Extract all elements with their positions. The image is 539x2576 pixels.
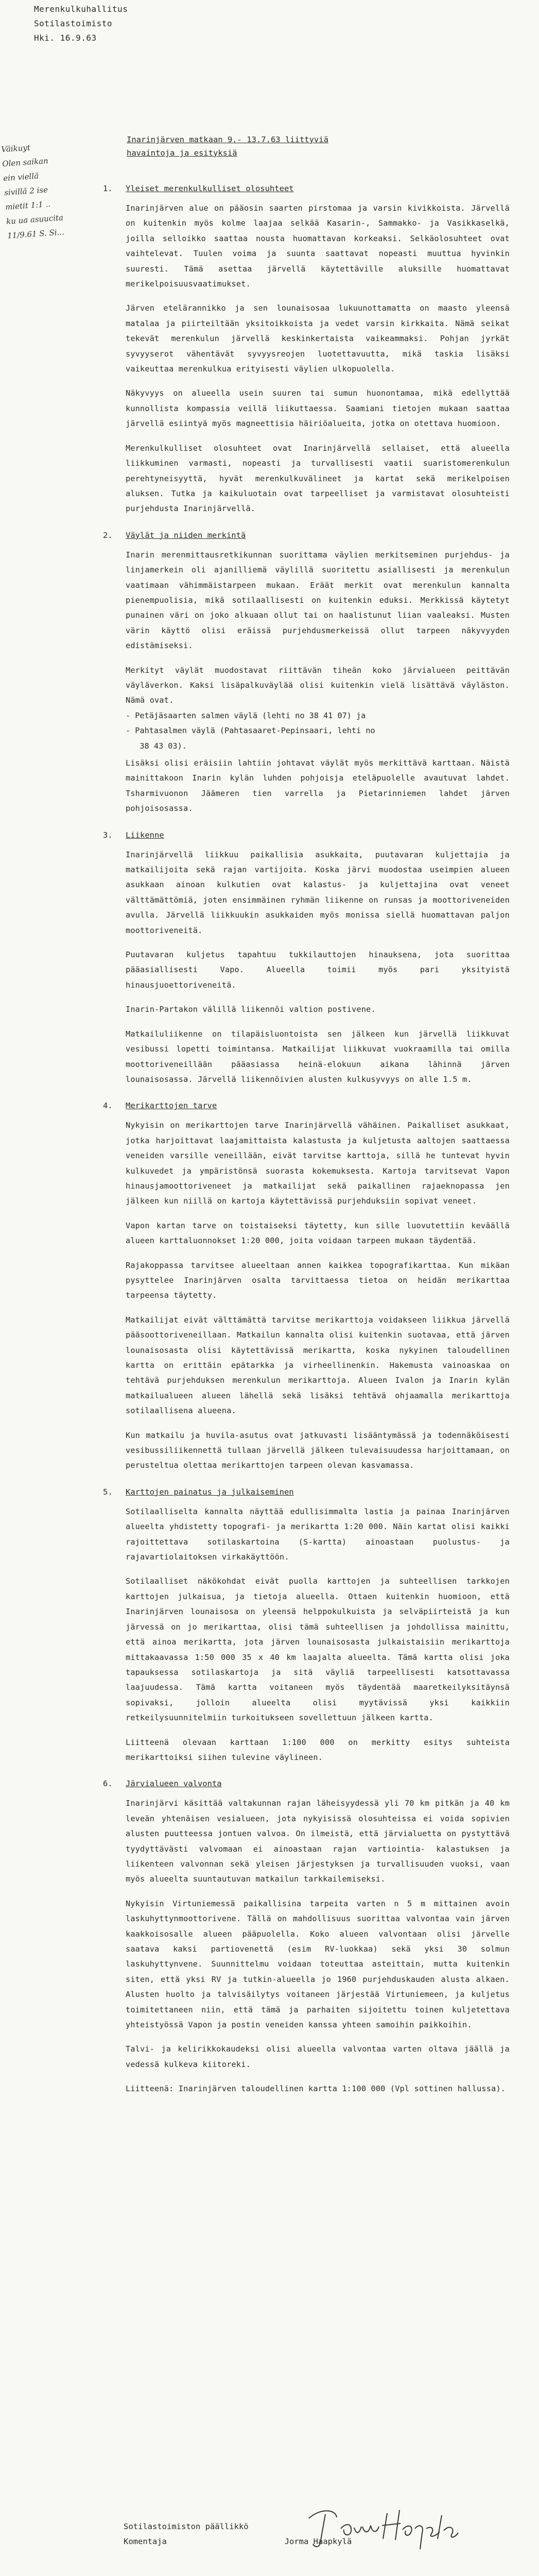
section-title: Järvialueen valvonta	[126, 1779, 222, 1789]
paragraph: Järven etelärannikko ja sen lounaisosaa lukuunottamatta on maasto yleensä matalaa ja piirteiltään yksitoikkoista ja vedet varsin kirkkaita. Nämä seikat tekevät merenkulun järvellä keskinkertaista vaikeammaksi. Pohjan jyrkät syvyyserot vähentävät syvyysreojen luotettavuutta, mikä taskia lisäksi vaikeuttaa merenkulkua erityisesti väylien ulkopuolella.	[126, 303, 510, 374]
section-heading	[103, 181, 510, 196]
section	[103, 828, 510, 1088]
paragraph: Merenkulkulliset olosuhteet ovat Inarinjärvellä sellaiset, että alueella liikkuminen varmasti, nopeasti ja turvallisesti vaatii suaristomerenkulun perehtyneisyyttä, hyvät merenkulkuvälineet ja kartat sekä merikelpoisen aluksen. Tutka ja kaikuluotain ovat tarpeelliset ja varmistavat olosuhteisti purjehdusta Inarinjärvellä.	[126, 443, 510, 514]
signature-role: Sotilastoimiston päällikkö	[124, 2522, 249, 2531]
paragraph: Lisäksi olisi eräisiin lahtiin johtavat väylät myös merkittävä karttaan. Näistä mainittakoon Inarin kylän luhden pohjoisja eteläpuolelle avautuvat lahdet. Tsharmivuonon Jäämeren tien varrella ja Pietarinniemen lahdet järven pohjoisosassa.	[126, 758, 510, 814]
paragraph: Sotilaalliset näkökohdat eivät puolla karttojen ja suhteellisen tarkkojen karttojen julkaisua, ja tietoja alueella. Ottaen kuitenkin huomioon, että Inarinjärven lounaisosa on yleensä helppokulkuista ja selväpiirteistä ja kun järvessä on jo merikarttaa, olisi tämä suhteellisen ja johdollissa mainittu, että ainoa merikartta, jota järven lounaisosasta julkaistaisiin merikarttoja mittakaavassa 1:50 000 35 x 40 km laajalta alueelta. Tämä kartta olisi joka tapauksessa sotilaskartoja ja sitä väyliä tarpeellisesti katsottavassa laajuudessa. Tämä kartta voitaneen myös täydentää maaretkeilyksitäynsä sopivaksi, jolloin alueelta olisi myytävissä yksi kaikkiin retkeilysuunnitelmiin turkoitukseen sovellettuun jälkeen kartta.	[126, 1577, 510, 1723]
section-heading	[103, 528, 510, 543]
section-number: 5.	[103, 1487, 113, 1497]
section-title: Väylät ja niiden merkintä	[126, 530, 246, 540]
paragraph: Matkailuliikenne on tilapäisluontoista sen jälkeen kun järvellä liikkuvat vesibussi lopetti toimintansa. Matkailijat liikkuvat vuokraamilla tai omilla moottoriveneillään pääasiassa heinä-elokuun aikana lähinnä järven lounaisosassa. Järvellä liikennöivien alusten kulkusyvyys on alle 1.5 m.	[126, 1029, 510, 1084]
section-title: Karttojen painatus ja julkaiseminen	[126, 1487, 294, 1497]
paragraph: Sotilaalliselta kannalta näyttää edullisimmalta lastia ja painaa Inarinjärven alueelta yhdistetty topografi- ja merikartta 1:20 000. Näin kartat olisi kaikki rajoittettava sotilaskartoina (S-kartta) ainoastaan puolustus- ja rajavartiolaitoksen virkakäyttöön.	[126, 1506, 510, 1562]
title-line-1: Inarinjärven matkaan 9.- 13.7.63 liittyviä	[127, 135, 328, 144]
section-heading	[103, 828, 510, 842]
section-title: Yleiset merenkulkulliset olosuhteet	[126, 184, 294, 193]
paragraph: Inarinjärven alue on pääosin saarten pirstomaa ja varsin kivikkoista. Järvellä on kuitenkin myös kolme laajaa selkää Kasarin-, Sammakko- ja Vasikkaselkä, joilla selloikko saattaa nousta huomattavan korkeaksi. Selkäolosuhteet ovat vaihtelevat. Tuulen voima ja suunta saattavat nopeasti muuttua hyvinkin suuresti. Tämä asettaa järvellä käytettäville aluksille huomattavat merikelpoisuusvaatimukset.	[126, 204, 510, 289]
section-number: 2.	[103, 530, 113, 540]
section-number: 4.	[103, 1101, 113, 1111]
margin-note-line: mietit 1:1 ..	[5, 199, 51, 212]
paragraph: Inarin-Partakon välillä liikennöi valtion postivene.	[126, 1005, 376, 1014]
section	[103, 1485, 510, 1766]
paragraph: Puutavaran kuljetus tapahtuu tukkilauttojen hinauksena, jota suorittaa pääasiallisesti Vapo. Alueella toimii myös pari yksityistä hinausjuoettoriveneitä.	[126, 950, 510, 990]
section-number: 6.	[103, 1779, 113, 1789]
section	[103, 528, 510, 817]
section-number: 3.	[103, 830, 113, 840]
paragraph: Kun matkailu ja huvila-asutus ovat jatkuvasti lisääntymässä ja todennäköisesti vesibussiliikennettä tullaan järvellä jälkeen tulevaisuudessa harjoittamaan, on perusteltua olettaa merikarttojen tarpeen olevan kasvamassa.	[126, 1430, 510, 1470]
paragraph: Matkailijat eivät välttämättä tarvitse merikarttoja voidakseen liikkua järvellä pääsoottoriveneillaan. Matkailun kannalta olisi kuitenkin suotavaa, että järven lounaisosasta olisi käytettävissä merikartta, koska nykyinen taloudellinen kartta on erittäin epätarkka ja virheellinenkin. Hakemusta vainoaskaa on tehtävä purjehduksen merenkulun merikarttoja. Alueen Ivalon ja Inarin kylän matkailualueen alueen lähellä sekä lisäksi tehtävä ohjaamalla merikarttoja sotilaallisena alueena.	[126, 1315, 510, 1416]
section-heading	[103, 1485, 510, 1499]
signature-title: Komentaja	[124, 2537, 167, 2546]
paragraph: Rajakoppassa tarvitsee alueeltaan annen kaikkea topografikarttaa. Kun mikäan pysyttelee Inarinjärven osalta tarvittaessa tietoa on heidän merikarttaa tarpeensa täytetty.	[126, 1260, 510, 1300]
paragraph: Inarin merenmittausretkikunnan suorittama väylien merkitseminen purjehdus- ja linjamerkein oli ajanilliemä väylillä suoritettu asiallisesti ja merenkulun vaatimaan vähimmäistarpeen mukaan. Eräät merkit ovat merenkulun kannalta pienempuolisia, mikä sotilaallisesti on kuitenkin eduksi. Merkkissä käytetyt punainen väri on joko alkuaan ollut tai on haalistunut liian vaaleaksi. Musten värin käyttö olisi eräissä purjehdusmerkeissä ollut tarpeen näkyvyyden edistämiseksi.	[126, 550, 510, 651]
section	[103, 1776, 510, 2096]
section-number: 1.	[103, 184, 113, 193]
margin-note-line: Olen saikan	[2, 156, 49, 169]
paragraph: Näkyvyys on alueella usein suuren tai sumun huonontamaa, mikä edellyttää kunnollista kompassia veillä liikuttaessa. Saamiani tietojen mukaan saattaa järvellä esiintyä myös magneettisia häiriöalueita, jotka on otettava huomioon.	[126, 388, 510, 429]
header-organization: Merenkulkuhallitus	[34, 4, 128, 14]
section-heading	[103, 1776, 510, 1791]
paragraph: Inarinjärvi käsittää valtakunnan rajan läheisyydessä yli 70 km pitkän ja 40 km leveän yhtenäisen vesialueen, jota nykyisissä olosuhteissa ei voida sopivien alusten puutteessa jontuen valvoa. On ilmeistä, että järvialuetta on pystyttävä tyydyttävästi valvomaan ei ainoastaan rajan vartiointia- kalastuksen ja liikenteen valvonnan sekä yleisen järjestyksen ja turvallisuuden vuoksi, vaan myös alueelta suuntautuvan matkailun tarkkailemiseksi.	[126, 1799, 510, 1884]
paragraph: Nykyisin Virtuniemessä paikallisina tarpeita varten n 5 m mittainen avoin laskuhyttynmoottorivene. Tällä on mahdollisuus suorittaa valvontaa vain järven kaakkoisosalle alueen pääpuolella. Koko alueen valvontaan olisi järvelle saatava kaksi partiovenettä (esim RV-luokkaa) sekä yksi 30 solmun laskuhyttynvene. Suunnittelmu voidaan toteuttaa asteittain, mutta kuitenkin siten, että yksi RV ja tutkin-alueella jo 1960 purjehduskauden alusta alkaen. Alusten huolto ja talvisäilytys voitaneen järjestää Virtuniemeen, ja kuljetus toimitettaneen niin, että tämä ja parhaiten sijoitettu toinen kuljetettava yhteistyössä Vapon ja postin veneiden kanssa yhteen samoihin paikkoihin.	[126, 1899, 510, 2030]
section-title: Merikarttojen tarve	[126, 1101, 217, 1111]
list-item: - Pahtasalmen väylä (Pahtasaaret-Pepinsaari, lehti no	[126, 726, 375, 736]
margin-note-line: sivillä 2 ise	[4, 185, 48, 198]
paragraph: Nykyisin on merikarttojen tarve Inarinjärvellä vähäinen. Paikalliset asukkaat, jotka harjoittavat laajamittaista kalastusta ja kuljetusta aaltojen saattaessa veneiden varsille veneillään, eivät tarvitse karttoja, sillä he tuntevat hyvin kulkuvedet ja ympäristönsä suorasta kokemuksesta. Kartoja tarvitsevat Vapon hinausjamoottoriveneet ja matkailijat sekä paikallinen rajaeknopassa jen jälkeen kun niillä on kartoja käytettävissä purjehduksiin sopivat veneet.	[126, 1121, 510, 1206]
signature-title-name	[124, 2534, 453, 2549]
signature-name: Jorma Haapkylä	[284, 2537, 352, 2546]
paragraph: Liitteenä olevaan karttaan 1:100 000 on merkitty esitys suhteista merikarttoiksi siihen tulevine väylineen.	[126, 1737, 510, 1762]
document-header	[34, 2, 128, 45]
appendix-note: Liitteenä: Inarinjärven taloudellinen kartta 1:100 000 (Vpl sottinen hallussa).	[126, 2084, 506, 2094]
paragraph: Inarinjärvellä liikkuu paikallisia asukkaita, puutavaran kuljettajia ja matkailijoita sekä rajan vartijoita. Koska järvi muodostaa useimpien alueen asukkaan ainoan kulkutien ovat kalastus- ja kuljettajina ovat veneet välttämättömiä, joten ensimmäinen ryhmän liikenne on runsas ja moottoriveneiden avulla. Järvellä liikkuukin asukkaiden myös monissa siellä huomattavan paljon moottoriveneitä.	[126, 850, 510, 935]
section	[103, 1098, 510, 1473]
margin-note-line: ku ua asuucita	[6, 213, 64, 226]
signature-block	[124, 2519, 453, 2549]
document-body	[103, 181, 510, 2108]
paragraph: Vapon kartan tarve on toistaiseksi täytetty, kun sille luovutettiin keväällä alueen karttaluonnokset 1:20 000, joita voidaan tarpeen mukaan täydentää.	[126, 1221, 510, 1246]
list-item: - Petäjäsaarten salmen väylä (lehti no 38 41 07) ja	[126, 710, 366, 720]
section-heading	[103, 1098, 510, 1113]
paragraph: Talvi- ja kelirikkokaudeksi olisi alueella valvontaa varten oltava jäällä ja vedessä kulkeva kiitoreki.	[126, 2044, 510, 2069]
title-line-2: havaintoja ja esityksiä	[127, 148, 237, 158]
section-title: Liikenne	[126, 830, 164, 840]
header-date: Hki. 16.9.63	[34, 33, 97, 43]
margin-note-line: Väikuyt	[1, 143, 31, 155]
paragraph: Merkityt väylät muodostavat riittävän tiheän koko järvialueen peittävän väyläverkon. Kaksi lisäpalkuväylää olisi kuitenkin vielä lisättävä väyläston. Nämä ovat.	[126, 665, 510, 705]
header-office: Sotilastoimisto	[34, 19, 112, 28]
margin-note-line: 11/9.61 S. Si...	[7, 227, 65, 241]
margin-note-line: ein viellä	[3, 171, 39, 183]
list-item: 38 43 03).	[126, 741, 187, 751]
document-title	[127, 133, 497, 160]
section	[103, 181, 510, 517]
